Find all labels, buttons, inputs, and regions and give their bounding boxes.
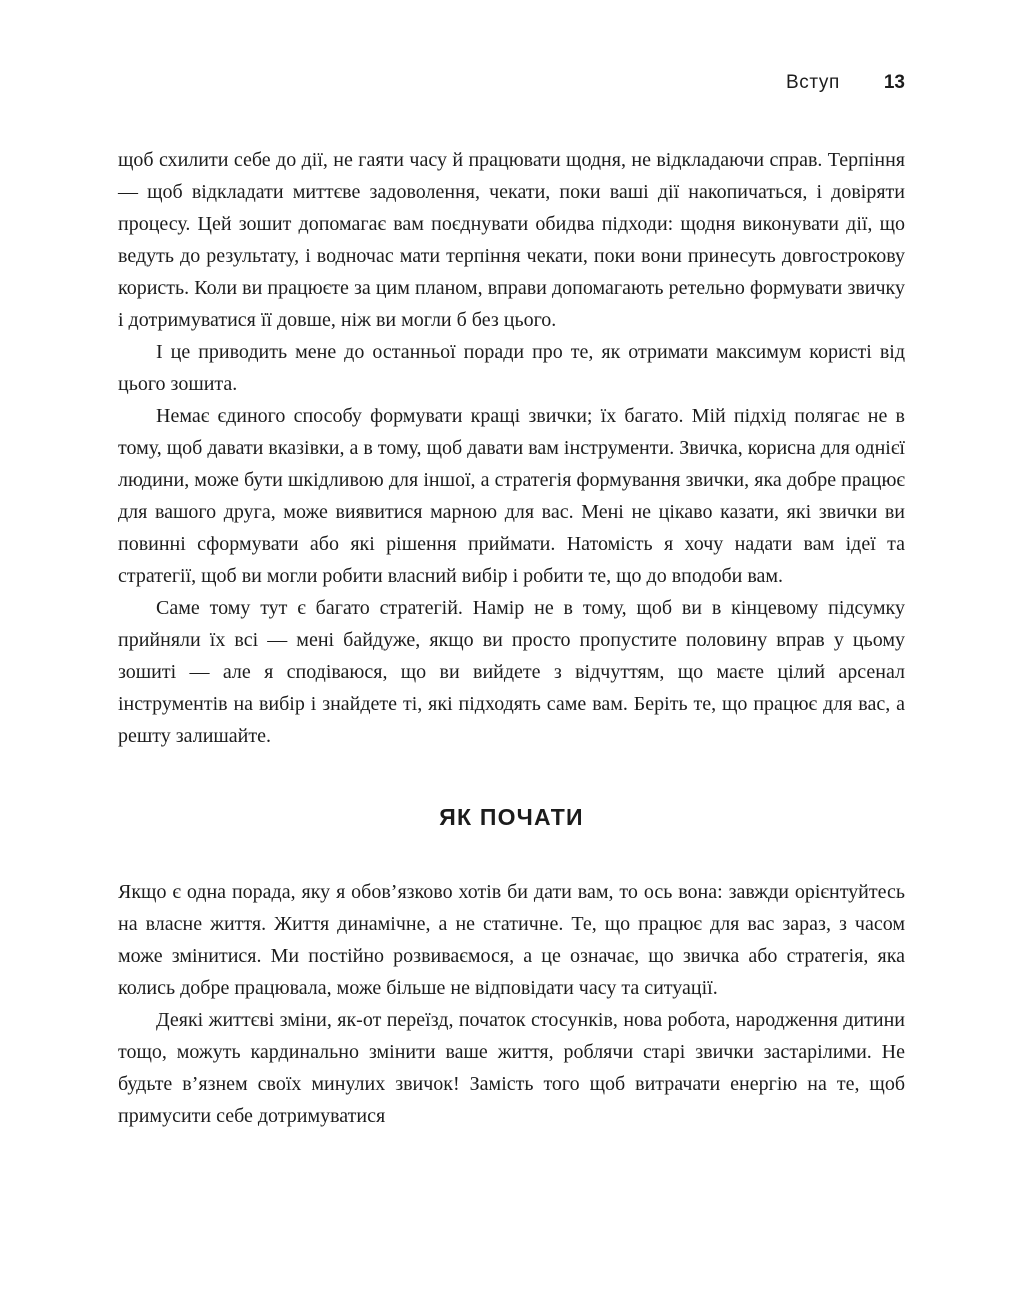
paragraph: Немає єдиного способу формувати кращі звички; їх багато. Мій підхід полягає не в тому, щоб давати вказівки, а в тому, щоб давати вам інструменти. Звичка, корисна для однієї людини, може бути шкідливою для іншої, а стратегія формування звички, яка добре працює для вашого друга, може виявитися марною для вас. Мені не цікаво казати, які звички ви повинні сформувати або які рішення приймати. Натомість я хочу надати вам ідеї та стратегії, щоб ви могли робити власний вибір і робити те, що до вподоби вам. [118, 405, 905, 587]
running-head [118, 72, 905, 94]
paragraph: щоб схилити себе до дії, не гаяти часу й працювати щодня, не відкладаючи справ. Терпіння — щоб відкладати миттєве задоволення, чекати, поки ваші дії накопичаться, і довіряти процесу. Цей зошит допомагає вам поєднувати обидва підходи: щодня виконувати дії, що ведуть до результату, і водночас мати терпіння чекати, поки вони принесуть довгострокову користь. Коли ви працюєте за цим планом, вправи допомагають ретельно формувати звичку і дотримуватися її довше, ніж ви могли б без цього. [118, 149, 905, 331]
paragraph: Деякі життєві зміни, як-от переїзд, початок стосунків, нова робота, народження дитини тощо, можуть кардинально змінити ваше життя, роблячи старі звички застарілими. Не будьте в’язнем своїх минулих звичок! Замість того щоб витрачати енергію на те, щоб примусити себе дотримуватися [118, 1008, 905, 1127]
paragraph: І це приводить мене до останньої поради про те, як отримати максимум користі від цього зошита. [118, 341, 905, 395]
paragraph: Саме тому тут є багато стратегій. Намір не в тому, щоб ви в кінцевому підсумку прийняли їх всі — мені байдуже, якщо ви просто пропустите половину вправ у цьому зошиті — але я сподіваюся, що ви вийдете з відчуттям, що маєте цілий арсенал інструментів на вибір і знайдете ті, які підходять саме вам. Беріть те, що працює для вас, а решту залишайте. [118, 597, 905, 747]
chapter-title: Вступ [785, 72, 840, 93]
section-heading: ЯК ПОЧАТИ [439, 804, 584, 830]
page-number: 13 [883, 72, 905, 93]
page-body [118, 144, 905, 1132]
paragraph: Якщо є одна порада, яку я обов’язково хотів би дати вам, то ось вона: завжди орієнтуйтесь на власне життя. Життя динамічне, а не статичне. Те, що працює для вас зараз, з часом може змінитися. Ми постійно розвиваємося, а це означає, що звичка або стратегія, яка колись добре працювала, може більше не відповідати часу та ситуації. [118, 880, 905, 999]
